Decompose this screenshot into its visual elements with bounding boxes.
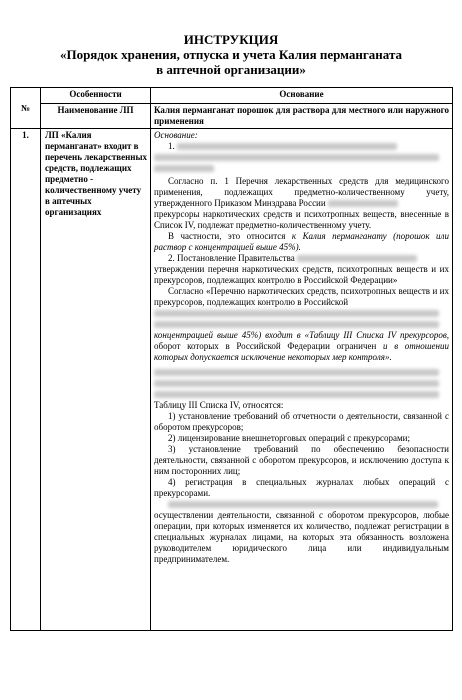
basis-paragraph-3: Согласно «Перечню наркотических средств, психотропных веществ и их прекурсоров, подлежащих контролю в Российской [154,286,449,307]
paragraph-text: Постановление Правительства [177,253,295,263]
doc-title: ИНСТРУКЦИЯ [183,32,279,47]
redacted-line [154,378,449,389]
redacted-text [154,391,439,398]
redacted-line [154,499,449,510]
basis-label: Основание: [154,130,198,140]
table-name-row [11,104,453,129]
redacted-line [154,389,449,400]
table-row [11,129,453,631]
basis-list-item-1: 1) установление требований об отчетности о деятельности, связанной с оборотом прекурсоров; [154,411,449,432]
redacted-line [154,319,449,330]
paragraph-text: Согласно п. 1 Перечня лекарственных средств для медицинского применения, подлежащих предметно-количественному учету, утвержденного Приказом Минздрава России [154,176,449,208]
basis-paragraph-1 [154,176,449,209]
basis-paragraph-1c [154,231,449,253]
paragraph-italic: к Калия перманганату (порошок или раствор с концентрацией выше 45%). [154,231,449,252]
paragraph-text: оборот которых в Российской Федерации ограничен [154,341,377,351]
basis-paragraph-4: Таблицу III Списка IV, относятся: [154,400,284,410]
basis-list-item-3: 3) установление требований по обеспечению безопасности деятельности, связанной с оборотом прекурсоров, и исключению доступа к ним посторонних лиц; [154,444,449,476]
redacted-line [154,308,449,319]
row-feature: ЛП «Калия перманганат» входит в перечень лекарственных средств, подлежащих предметно - количественному учету в аптечных организациях [41,129,151,631]
redacted-text [154,321,439,328]
name-value: Калия перманганат порошок для раствора для местного или наружного применения [151,104,453,129]
doc-subtitle-line2: в аптечной организации» [156,62,306,77]
basis-list-item-4: 4) регистрация в специальных журналах любых операций с прекурсорами. [154,477,449,498]
row-basis [151,129,453,631]
paragraph-italic: и в отношении которых допускается исключение некоторых мер контроля». [154,341,450,362]
header-feature: Особенности [41,88,151,104]
header-number: № [11,88,41,129]
name-label: Наименование ЛП [41,104,151,129]
redacted-line [154,163,449,174]
item-number: 2. [168,253,175,263]
table-header-row [11,88,453,104]
basis-paragraph-1b: прекурсоры наркотических средств и психотропных веществ, внесенные в Список IV, подлежат предметно-количественному учету. [154,209,449,230]
doc-subtitle-line1: «Порядок хранения, отпуска и учета Калия перманганата [59,47,403,62]
header-basis: Основание [151,88,453,104]
basis-paragraph-5: осуществлении деятельности, связанной с оборотом прекурсоров, любые операции, при которых изменяется их количество, подлежат регистрации в специальных журналах лицами, на которых эта обязанность возложена руководителем юридического лица или индивидуальным предпринимателем. [154,510,449,564]
redacted-text [177,143,397,150]
basis-item-2 [154,253,449,264]
item-number: 1. [168,141,175,151]
instruction-table [10,87,453,631]
basis-list-item-2: 2) лицензирование внешнеторговых операций с прекурсорами; [168,433,410,443]
redacted-line [154,367,449,378]
basis-paragraph-2b: утверждении перечня наркотических средств, психотропных веществ и их прекурсоров, подлежащих контролю в Российской Федерации» [154,264,449,285]
row-number: 1. [11,129,41,631]
redacted-text [154,154,439,161]
paragraph-italic: концентрацией выше 45%) входит в «Таблицу III Списка IV прекурсоров, [154,330,449,340]
basis-item-1 [154,141,449,152]
redacted-text [297,255,417,262]
redacted-line [154,152,449,163]
redacted-text [154,380,439,387]
basis-paragraph-3b [154,330,449,363]
redacted-text [154,165,214,172]
redacted-text [168,501,438,508]
redacted-text [328,200,398,207]
redacted-text [154,369,439,376]
redacted-text [154,310,439,317]
paragraph-text: В частности, это относится [168,231,286,241]
